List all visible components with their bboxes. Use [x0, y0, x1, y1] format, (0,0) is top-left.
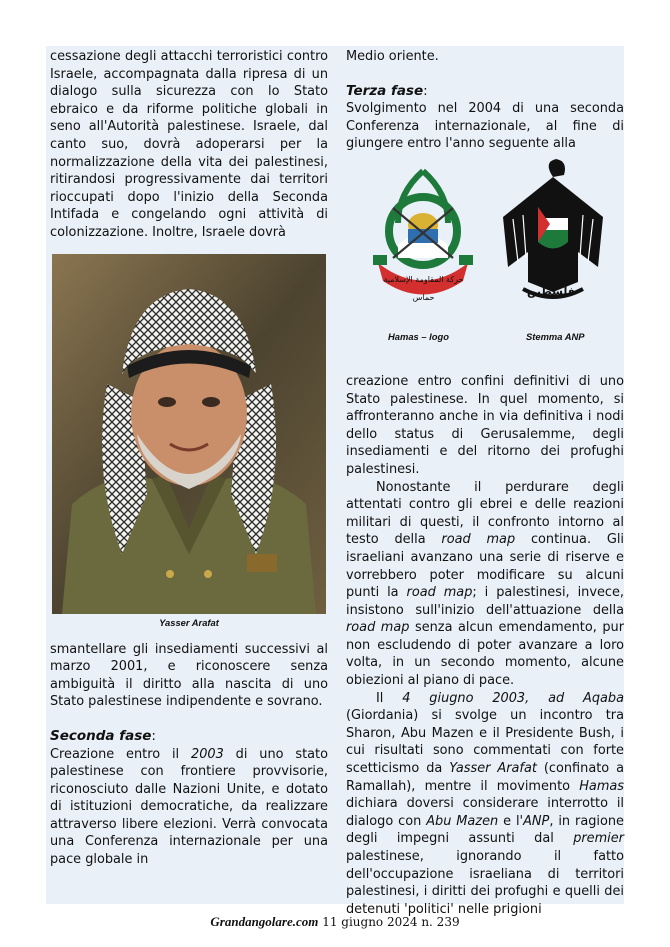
paragraph: Il 4 giugno 2003, ad Aqaba (Giordania) si svolge un incontro tra Sharon, Abu Mazen e il Presidente Bush, i cui risultati sono commentati con forte scetticismo da Yasser Arafat (confinato a Ramallah), mentre il movimento Hamas dichiara doversi considerare interrotto il dialogo con Abu Mazen e l'ANP, in ragione degli impegni assunti dal premier palestinese, ignorando il fatto dell'occupazione israeliana di territori palestinesi, i diritti dei profughi e quelli dei detenuti 'politici' nelle prigioni — [346, 690, 625, 917]
logos-figure — [346, 163, 624, 373]
paragraph: Creazione entro il 2003 di uno stato palestinese con frontiere provvisorie, riconosciuto dalle Nazioni Unite, e dotato di istituzioni democratiche, da realizzare attraverso libere elezioni. Verrà convocata una Conferenza internazionale per una pace globale in — [50, 746, 328, 868]
paragraph: Svolgimento nel 2004 di una seconda Conferenza internazionale, al fine di giungere entro l'anno seguente alla — [346, 101, 624, 152]
section-heading-terza-fase: Terza fase: — [346, 82, 428, 99]
footer-date-issue: 11 giugno 2024 n. 239 — [318, 915, 460, 929]
footer-site: Grandangolare.com — [210, 914, 319, 929]
right-column — [346, 48, 624, 918]
hamas-logo-arabic-text: حركة المقاومة الإسلامية حماس — [383, 274, 464, 302]
yasser-arafat-photo — [52, 254, 326, 614]
left-column — [50, 48, 328, 869]
paragraph: creazione entro confini definitivi di uno Stato palestinese. In quel momento, si affronteranno anche in via definitiva i nodi dello status di Gerusalemme, degli insediamenti e del ritorno dei profughi palestinesi. — [346, 373, 624, 477]
anp-emblem-arabic-text: فلسطين — [527, 284, 575, 298]
portrait-illustration — [52, 254, 326, 614]
page-footer — [0, 914, 670, 930]
paragraph: smantellare gli insediamenti successivi al marzo 2001, e riconoscere senza ambiguità il diritto alla nascita di uno Stato palestinese indipendente e sovrano. — [50, 641, 328, 710]
section-heading-seconda-fase: Seconda fase: — [50, 727, 156, 744]
paragraph: Nonostante il perdurare degli attentati contro gli ebrei e delle reazioni militari di questi, il confronto intorno al testo della road map continua. Gli israeliani avanzano una serie di riserve e vorrebbero poter modificare su alcuni punti la road map; i palestinesi, invece, insistono sull'inizio dell'attuazione della road map senza alcun emendamento, pur non escludendo di poter avanzare a loro volta, in un secondo momento, alcune obiezioni al piano di pace. — [346, 479, 625, 689]
paragraph: Medio oriente. — [346, 49, 439, 64]
anp-emblem-caption: Stemma ANP — [526, 330, 585, 342]
photo-caption: Yasser Arafat — [159, 616, 219, 628]
hamas-logo-caption: Hamas – logo — [388, 330, 449, 342]
paragraph: cessazione degli attacchi terroristici contro Israele, accompagnata dalla ripresa di un dialogo sulla sicurezza con lo Stato ebraico e da riforme politiche globali in seno all'Autorità palestinese. Israele, dal canto suo, dovrà adoperarsi per la normalizzazione della vita dei palestinesi, ritirandosi progressivamente dai territori rioccupati dopo l'inizio della Seconda Intifada e congelando ogni attività di colonizzazione. Inoltre, Israele dovrà — [50, 49, 328, 240]
